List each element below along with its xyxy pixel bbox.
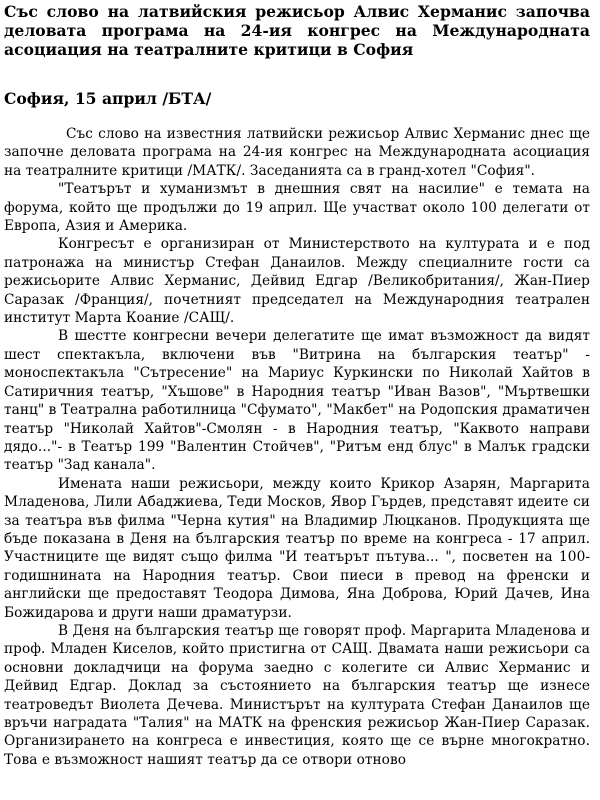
article-paragraph: Имената наши режисьори, между които Крикор Азарян, Маргарита Младенова, Лили Абаджиева, Теди Москов, Явор Гърдев, представят идеите си за театъра във филма "Черна кутия" на Владимир Люцканов. Продукцията ще бъде показана в Деня на българския театър по време на конгреса - 17 април. Участниците ще видят също филма "И театърът пътува... ", посветен на 100-годишнината на Народния театър. Свои пиеси в превод на френски и английски ще предоставят Теодора Димова, Яна Доброва, Юрий Дачев, Ина Божидарова и други наши драматурзи. [4,475,590,621]
article-headline: Със слово на латвийския режисьор Алвис Херманис започва деловата програма на 24-ия конгрес на Международната асоциация на театралните критици в София [4,2,590,59]
article-paragraph: "Театърът и хуманизмът в днешния свят на насилие" е темата на форума, който ще продължи до 19 април. Ще участват около 100 делегати от Европа, Азия и Америка. [4,181,590,235]
article-body [4,125,590,769]
article-dateline: София, 15 април /БТА/ [4,89,212,108]
article-paragraph: В Деня на българския театър ще говорят проф. Маргарита Младенова и проф. Младен Киселов, който пристигна от САЩ. Двамата наши режисьори са основни докладчици на форума заедно с колегите си Алвис Херманис и Дейвид Едгар. Доклад за състоянието на българския театър ще изнесе театроведът Виолета Дечева. Министърът на културата Стефан Данаилов ще връчи наградата "Талия" на МАТК на френския режисьор Жан-Пиер Саразак. Организирането на конгреса е инвестиция, която ще се върне многократно. Това е възможност нашият театър да се отвори отново [4,622,590,768]
article-paragraph: Със слово на известния латвийски режисьор Алвис Херманис днес ще започне деловата програма на 24-ия конгрес на Международната асоциация на театралните критици /МАТК/. Заседанията са в гранд-хотел "София". [4,126,590,179]
article-paragraph: В шестте конгресни вечери делегатите ще имат възможност да видят шест спектакъла, включени във "Витрина на българския театър" - моноспектакъла "Сътресение" на Мариус Куркински по Николай Хайтов в Сатиричния театър, "Хъшове" в Народния театър "Иван Вазов", "Мъртвешки танц" в Театрална работилница "Сфумато", "Макбет" на Родопския драматичен театър "Николай Хайтов"-Смолян - в Народния театър, "Каквото направи дядо..."- в Театър 199 "Валентин Стойчев", "Ритъм енд блус" в Малък градски театър "Зад канала". [4,328,590,474]
article-paragraph: Конгресът е организиран от Министерството на културата и е под патронажа на министър Стефан Данаилов. Между специалните гости са режисьорите Алвис Херманис, Дейвид Едгар /Великобритания/, Жан-Пиер Саразак /Франция/, почетният председател на Международния театрален институт Марта Коание /САЩ/. [4,236,590,327]
